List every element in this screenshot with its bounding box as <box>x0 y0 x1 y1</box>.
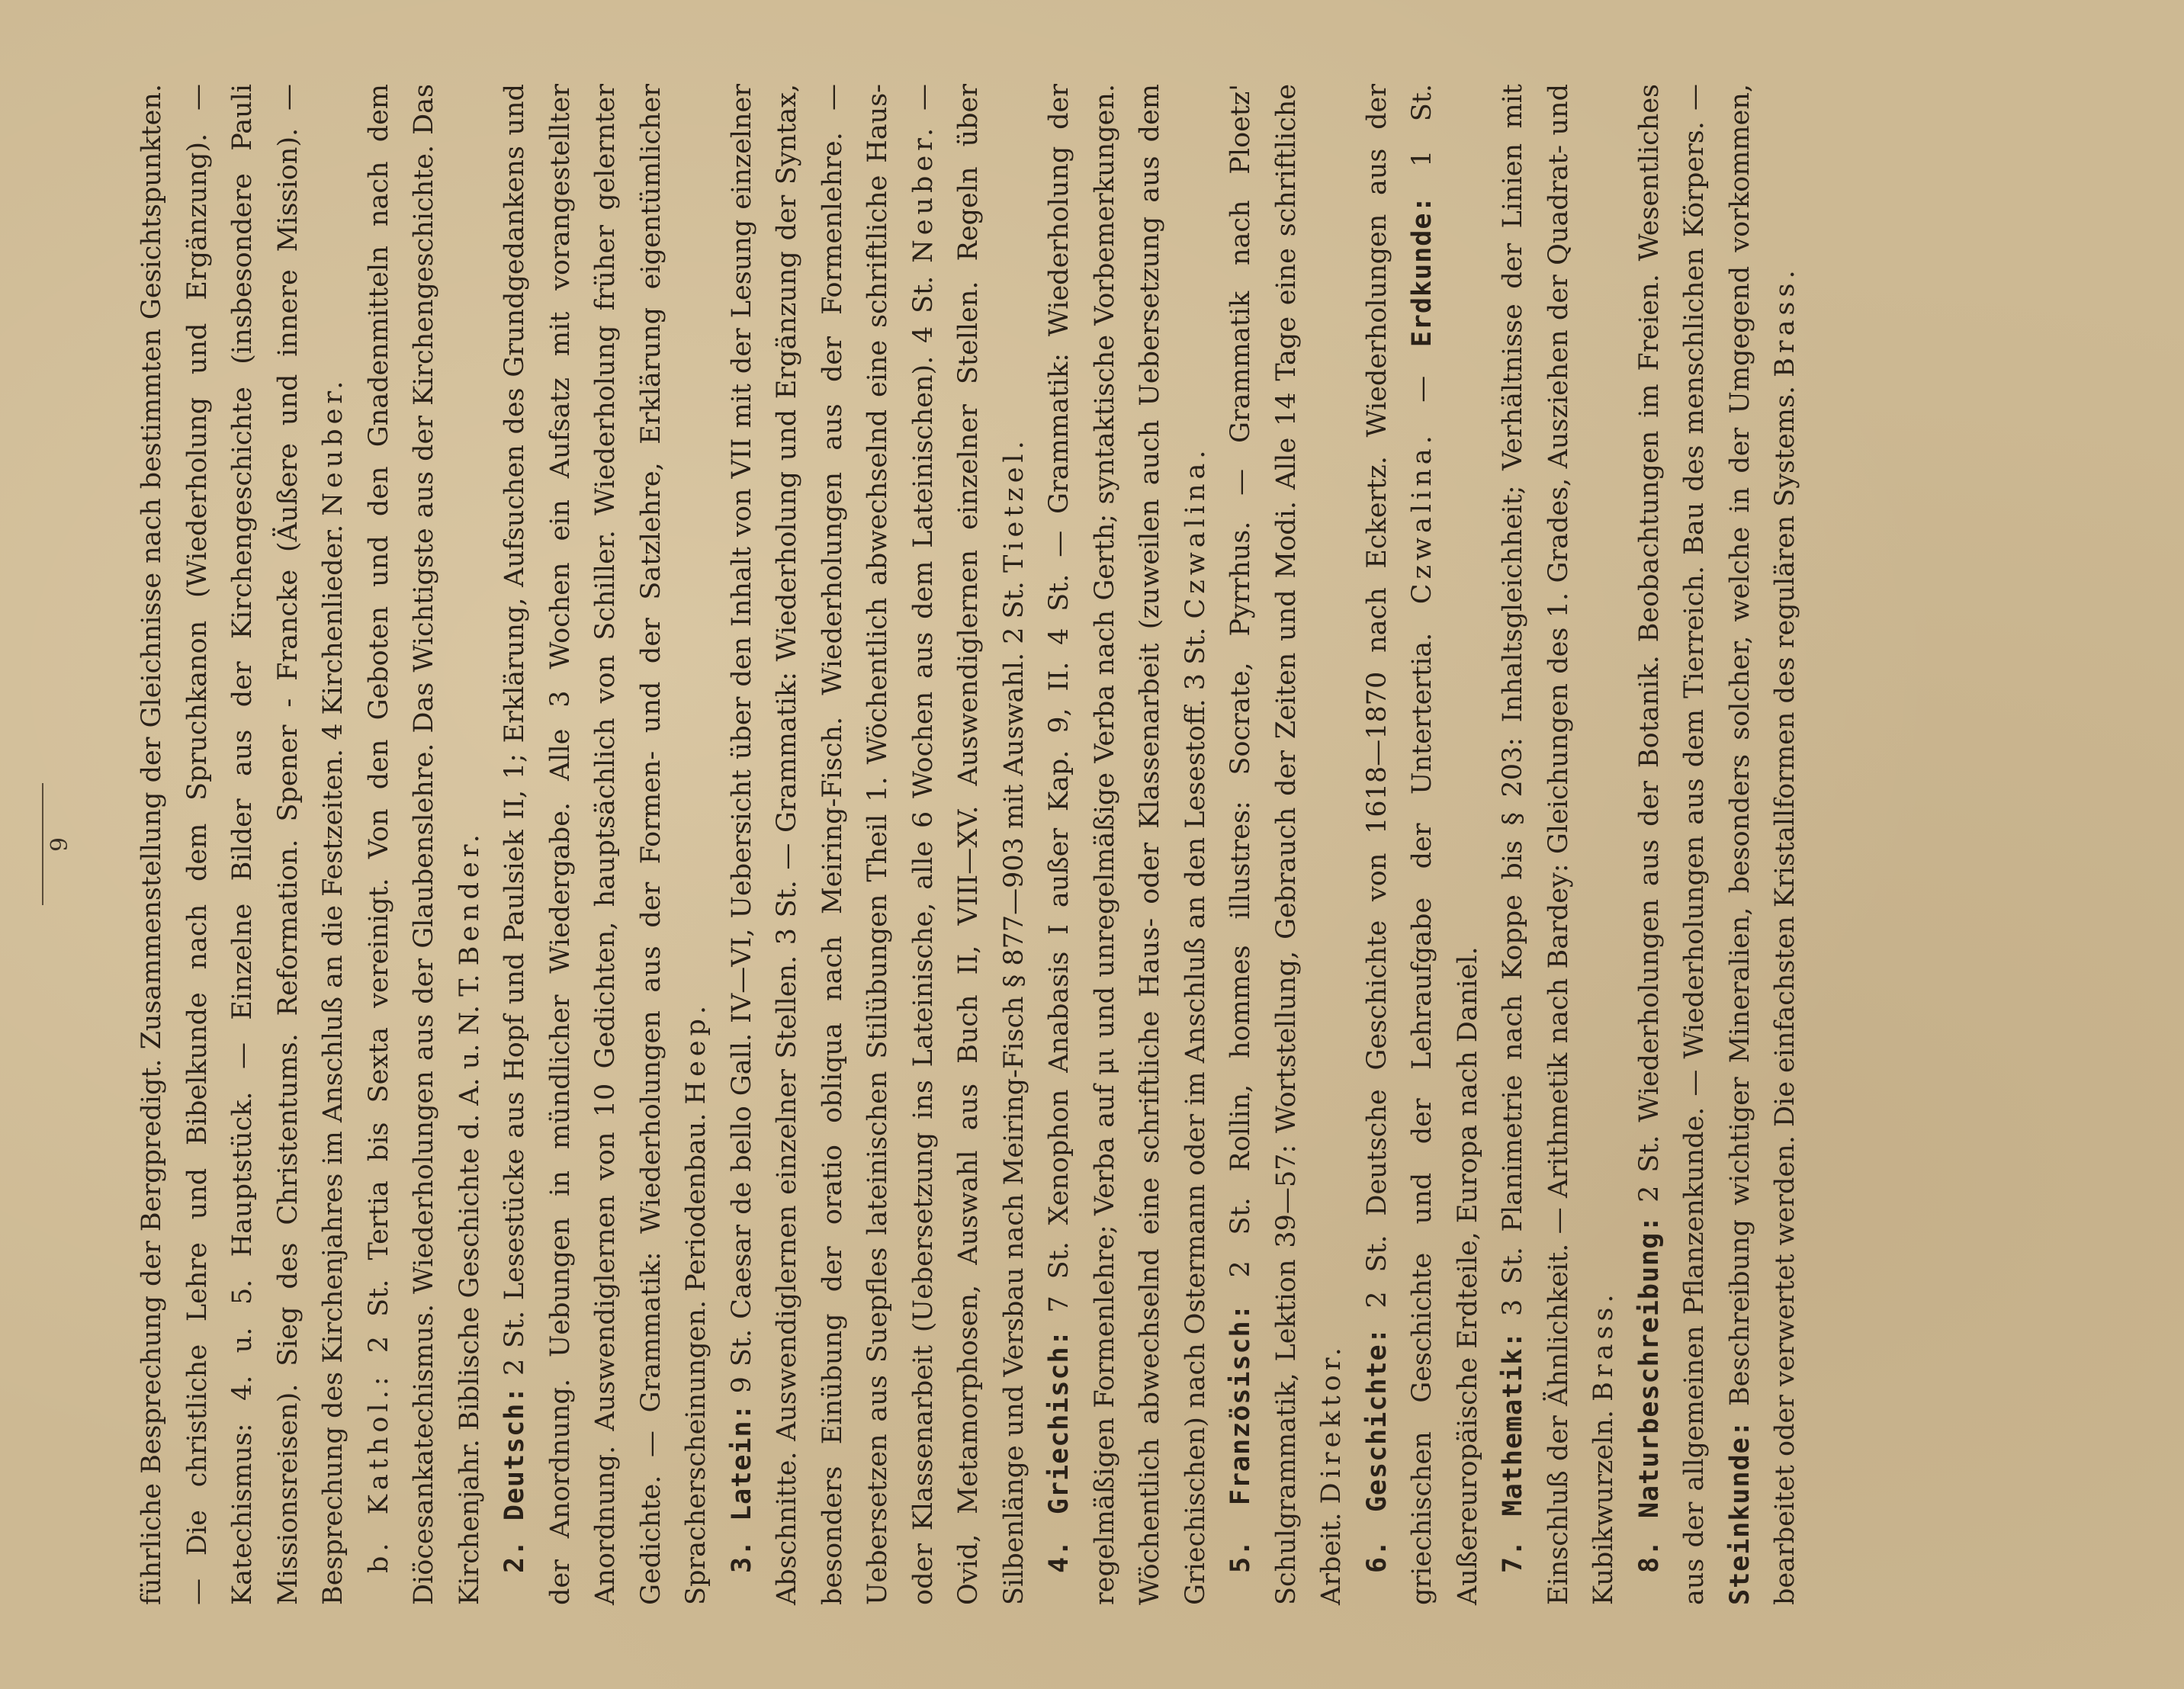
teacher-name: Brass. <box>1588 1289 1619 1402</box>
paragraph-text: 2 St. Tertia bis Sexta vereinigt. Von den Geboten und den Gnadenmitteln nach dem Diöcesankatechismus. Wiederholungen aus der Glaubenslehre. Das Wichtigste aus der Kirchengeschichte. Das Kirchenjahr. Biblische Geschichte d. A. u. N. T. <box>363 84 485 1605</box>
section-label: 2. Deutsch: <box>499 1386 530 1573</box>
paragraph-mathematik <box>1491 84 1627 1605</box>
teacher-name: Direktor. <box>1316 1343 1347 1504</box>
section-label: 7. Mathematik: <box>1498 1331 1528 1573</box>
paragraph-text: 3 St. Planimetrie nach Koppe bis § 203: Inhaltsgleichheit; Verhältnisse der Linien mit Einschluß der Ähnlichkeit. — Arithmetik nach Bardey: Gleichungen des 1. Grades, Ausziehen der Quadrat- und Kubikwurzeln. <box>1498 84 1619 1605</box>
paragraph-griechisch <box>1037 84 1219 1605</box>
teacher-name-second: Tietzel. <box>998 436 1029 573</box>
paragraph-franzoesisch <box>1219 84 1355 1605</box>
section-label: 6. Geschichte: <box>1361 1327 1392 1573</box>
paragraph-religion-continued <box>130 84 357 1605</box>
paragraph-deutsch <box>493 84 720 1605</box>
teacher-name: Czwalina. <box>1407 431 1437 605</box>
section-label-steinkunde: Steinkunde: <box>1724 1420 1755 1605</box>
section-label: b. Kathol.: <box>363 1372 394 1573</box>
paragraph-text-erdkunde: 1 St. Außereuropäische Erdteile, Europa nach Daniel. <box>1407 84 1483 1605</box>
teacher-name: Neuber. <box>907 123 939 263</box>
section-label-erdkunde: Erdkunde: <box>1407 195 1437 348</box>
page-header <box>42 0 77 1689</box>
paragraph-text: 9 St. Caesar de bello Gall. IV—VI, Uebersicht über den Inhalt von VII mit der Lesung einzelner Abschnitte. Auswendiglernen einzelner Stellen. 3 St. — Grammatik: Wiederholung und Ergänzung der Syntax, besonders Einübung der oratio obliqua nach Meiring-Fisch. Wiederholungen aus der Formenlehre. — Uebersetzen aus Suepfles lateinischen Stilübungen Theil 1. Wöchentlich abwechselnd eine schriftliche Haus- oder Klassenarbeit (Uebersetzung ins Lateinische, alle 6 Wochen aus dem Lateinischen). 4 St. <box>726 83 939 1605</box>
paragraph-text-steinkunde: Beschreibung wichtiger Mineralien, besonders solcher, welche in der Umgegend vorkommen, bearbeitet oder verwertet werden. Die einfachsten Kristallformen des regulären Systems. <box>1724 84 1800 1605</box>
teacher-name: Czwalina. <box>1180 445 1211 619</box>
paragraph-text-continued: — Ovid, Metamorphosen, Auswahl aus Buch II, VIII—XV. Auswendiglernen einzelner Stellen. Regeln über Silbenlänge und Versbau nach Meiring-Fisch § 877—903 mit Auswahl. 2 St. <box>907 84 1029 1605</box>
teacher-name: Brass. <box>1770 265 1800 377</box>
teacher-name: Bender. <box>454 830 485 966</box>
paragraph-text: führliche Besprechung der Bergpredigt. Zusammenstellung der Gleichnisse nach bestimmten Gesichtspunkten. — Die christliche Lehre und Bibelkunde nach dem Spruchkanon (Wiederholung und Ergänzung). — Katechismus: 4. u. 5. Hauptstück. — Einzelne Bilder aus der Kirchengeschichte (insbesondere Pauli Missionsreisen). Sieg des Christentums. Reformation. Spener - Francke (Äußere und innere Mission). — Besprechung des Kirchenjahres im Anschluß an die Festzeiten. 4 Kirchenlieder. <box>136 84 348 1605</box>
section-label: 3. Latein: <box>726 1403 757 1573</box>
teacher-name: Heep. <box>681 1000 711 1105</box>
paragraph-text: 7 St. Xenophon Anabasis I außer Kap. 9, II. 4 St. — Grammatik: Wiederholung der regelmäßigen Formenlehre; Verba auf μι und unregelmäßige Verba nach Gerth; syntaktische Vorbemerkungen. Wöchentlich abwechselnd eine schriftliche Haus- oder Klassenarbeit (zuweilen auch Uebersetzung aus dem Griechischen) nach Ostermann oder im Anschluß an den Lesestoff. 3 St. <box>1044 84 1211 1605</box>
paragraph-catholic-religion <box>357 84 493 1605</box>
page-number: 9 <box>42 784 77 906</box>
paragraph-latein <box>720 84 1038 1605</box>
section-label: 8. Naturbeschreibung: <box>1633 1215 1665 1573</box>
teacher-name: Neuber. <box>318 376 348 516</box>
paragraph-text: 2 St. Lesestücke aus Hopf und Paulsiek II, 1; Erklärung, Aufsuchen des Grundgedankens und der Anordnung. Uebungen in mündlicher Wiedergabe. Alle 3 Wochen ein Aufsatz mit vorangestellter Anordnung. Auswendiglernen von 10 Gedichten, hauptsächlich von Schiller. Wiederholung früher gelernter Gedichte. — Grammatik: Wiederholungen aus der Formen- und der Satzlehre, Erklärung eigentümlicher Spracherscheinungen. Periodenbau. <box>499 84 711 1605</box>
paragraph-text: 2 St. Wiederholungen aus der Botanik. Beobachtungen im Freien. Wesentliches aus der allgemeinen Pflanzenkunde. — Wiederholungen aus dem Tierreich. Bau des menschlichen Körpers. — <box>1633 84 1710 1605</box>
paragraph-text: 2 St. Rollin, hommes illustres: Socrate, Pyrrhus. — Grammatik nach Ploetz' Schulgrammatik, Lektion 39—57: Wortstellung, Gebrauch der Zeiten und Modi. Alle 14 Tage eine schriftliche Arbeit. <box>1225 84 1347 1605</box>
body-text <box>130 84 1809 1605</box>
paragraph-naturbeschreibung <box>1627 84 1809 1605</box>
section-label: 4. Griechisch: <box>1044 1329 1074 1573</box>
paragraph-text: 2 St. Deutsche Geschichte von 1618—1870 nach Eckertz. Wiederholungen aus der griechischen Geschichte und der Lehraufgabe der Untertertia. <box>1361 84 1437 1605</box>
paragraph-geschichte: 6. Geschichte: 2 St. Deutsche Geschichte von 1618—1870 nach Eckertz. Wiederholungen aus der griechischen Geschichte und der Lehraufgabe der Untertertia. Czwalina. — Erdkunde: 1 St. Außereuropäische Erdteile, Europa nach Daniel. <box>1361 84 1483 1605</box>
section-label: 5. Französisch: <box>1225 1303 1256 1573</box>
